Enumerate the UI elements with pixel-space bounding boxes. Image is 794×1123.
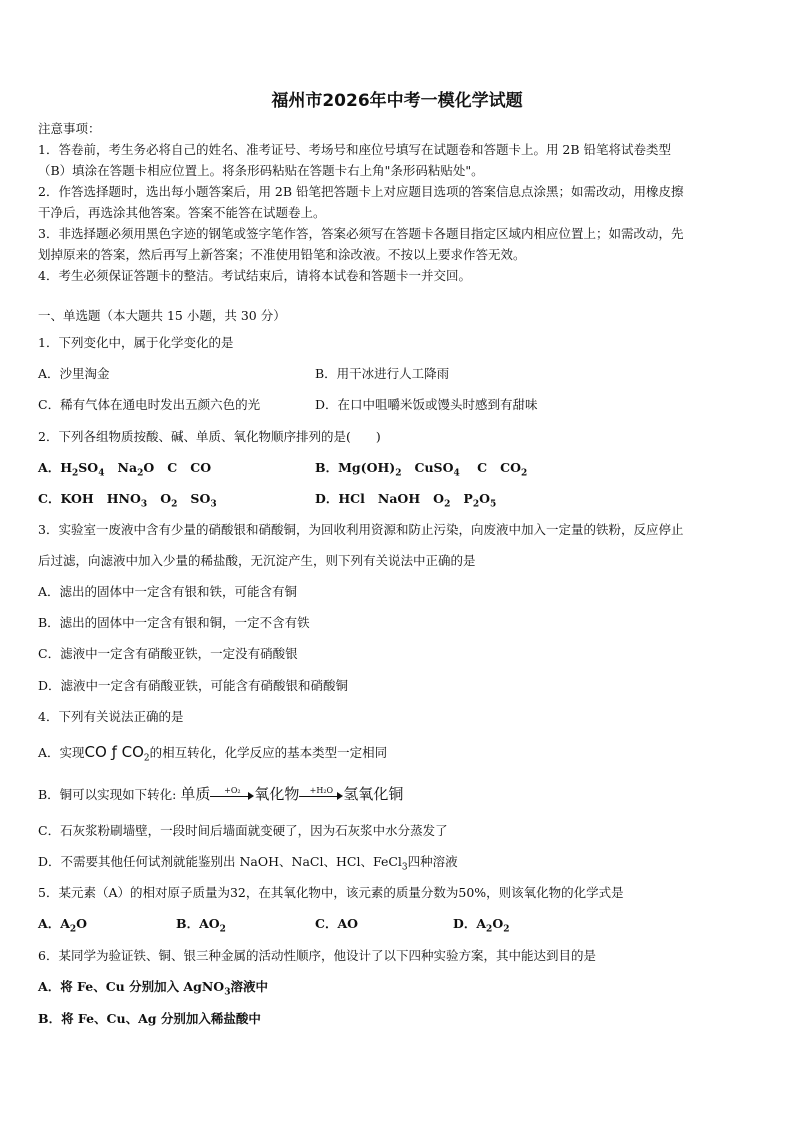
reaction-arrow-icon	[210, 785, 254, 801]
option-text: B．铜可以实现如下转化:	[38, 787, 181, 802]
q5-option-a: A．$A_2O$	[38, 916, 88, 935]
question-6-stem: 6．某同学为验证铁、铜、银三种金属的活动性顺序，他设计了以下四种实验方案，其中能达到目的是	[38, 948, 596, 963]
option-text: 溶液中	[230, 979, 268, 994]
conversion-step: 氢氧化铜	[343, 785, 404, 803]
option-label: B．	[315, 460, 339, 475]
q1-option-c: C．稀有气体在通电时发出五颜六色的光	[38, 397, 261, 412]
q5-option-b: B．$AO_2$	[176, 916, 226, 935]
q6-option-b: B．将 Fe、Cu、Ag 分别加入稀盐酸中	[38, 1011, 261, 1026]
conversion-step: 氧化物	[254, 785, 300, 803]
notice-line: 划掉原来的答案，然后再写上新答案；不准使用铅笔和涂改液。不按以上要求作答无效。	[38, 247, 526, 262]
q1-option-a: A．沙里淘金	[38, 366, 110, 381]
option-text: B．AO	[176, 916, 220, 931]
formula: CO ƒ CO	[84, 743, 144, 761]
question-3-stem: 后过滤，向滤液中加入少量的稀盐酸，无沉淀产生，则下列有关说法中正确的是	[38, 553, 476, 568]
q3-option-c: C．滤液中一定含有硝酸亚铁，一定没有硝酸银	[38, 646, 298, 661]
q1-option-b: B．用干冰进行人工降雨	[315, 366, 450, 381]
question-3-stem: 3．实验室一废液中含有少量的硝酸银和硝酸铜，为回收利用资源和防止污染，向废液中加入一定量的铁粉，反应停止	[38, 522, 684, 537]
question-5-stem: 5．某元素（A）的相对原子质量为32，在其氧化物中，该元素的质量分数为50%，则该氧化物的化学式是	[38, 885, 624, 900]
reaction-arrow-icon	[299, 785, 343, 801]
question-2-stem: 2．下列各组物质按酸、碱、单质、氧化物顺序排列的是( )	[38, 429, 381, 444]
q5-option-d: D．$A_2O_2$	[453, 916, 510, 935]
notice-line: 干净后，再选涂其他答案。答案不能答在试题卷上。	[38, 205, 326, 220]
option-text: A．将 Fe、Cu 分别加入 AgNO	[38, 979, 225, 994]
notice-heading: 注意事项：	[38, 121, 101, 136]
page-title: 福州市2026年中考一模化学试题	[271, 91, 523, 111]
q6-option-a: A．将 Fe、Cu 分别加入 AgNO$_3$溶液中	[38, 979, 268, 998]
option-label: C．	[38, 491, 61, 506]
section-heading: 一、单选题（本大题共 15 小题，共 30 分）	[38, 308, 286, 323]
q3-option-a: A．滤出的固体中一定含有银和铁，可能含有铜	[38, 584, 298, 599]
option-label: D．	[315, 491, 339, 506]
question-4-stem: 4．下列有关说法正确的是	[38, 709, 184, 724]
q2-option-d: D．HCl NaOH $O_2$ $P_2O_5$	[315, 491, 497, 510]
q4-option-c: C．石灰浆粉刷墙壁，一段时间后墙面就变硬了，因为石灰浆中水分蒸发了	[38, 823, 448, 838]
option-label: A．	[38, 460, 61, 475]
question-1-stem: 1．下列变化中，属于化学变化的是	[38, 335, 234, 350]
q2-option-b: B．$Mg(OH)_2$ CuSO$_4$ C $CO_2$	[315, 460, 528, 479]
notice-line: 1．答卷前，考生务必将自己的姓名、准考证号、考场号和座位号填写在试题卷和答题卡上。用 2B 铅笔将试卷类型	[38, 142, 672, 157]
arrow-label: +O₂	[224, 785, 241, 795]
notice-line: 4．考生必须保证答题卡的整洁。考试结束后，请将本试卷和答题卡一并交回。	[38, 268, 471, 283]
notice-line: 2．作答选择题时，选出每小题答案后，用 2B 铅笔把答题卡上对应题目选项的答案信息点涂黑；如需改动，用橡皮擦	[38, 184, 684, 199]
q4-option-a: A．实现CO ƒ $CO_2$的相互转化，化学反应的基本类型一定相同	[38, 743, 388, 764]
q4-option-b	[38, 786, 403, 803]
option-text: 四种溶液	[407, 854, 458, 869]
option-text: A．实现	[38, 745, 85, 760]
option-text: 的相互转化，化学反应的基本类型一定相同	[149, 745, 388, 760]
notice-line: （B）填涂在答题卡相应位置上。将条形码粘贴在答题卡右上角"条形码粘贴处"。	[38, 163, 484, 178]
q2-option-a: A．$H_2SO_4$ $Na_2O$ C CO	[38, 460, 212, 479]
option-text: A．A	[38, 916, 70, 931]
q3-option-b: B．滤出的固体中一定含有银和铜，一定不含有铁	[38, 615, 310, 630]
notice-line: 3．非选择题必须用黑色字迹的钢笔或签字笔作答，答案必须写在答题卡各题目指定区域内相应位置上；如需改动，先	[38, 226, 684, 241]
option-text: D．A	[453, 916, 487, 931]
conversion-step: 单质	[180, 785, 211, 803]
q2-option-c: C．KOH $HNO_3$ $O_2$ $SO_3$	[38, 491, 217, 510]
q1-option-d: D．在口中咀嚼米饭或馒头时感到有甜味	[315, 397, 538, 412]
q3-option-d: D．滤液中一定含有硝酸亚铁，可能含有硝酸银和硝酸铜	[38, 678, 349, 693]
option-text: D．不需要其他任何试剂就能鉴别出 NaOH、NaCl、HCl、FeCl	[38, 854, 402, 869]
arrow-label: +H₂O	[309, 785, 334, 795]
q4-option-d: D．不需要其他任何试剂就能鉴别出 NaOH、NaCl、HCl、FeCl$_3$四种溶液	[38, 854, 458, 873]
q5-option-c: C．AO	[315, 916, 359, 931]
